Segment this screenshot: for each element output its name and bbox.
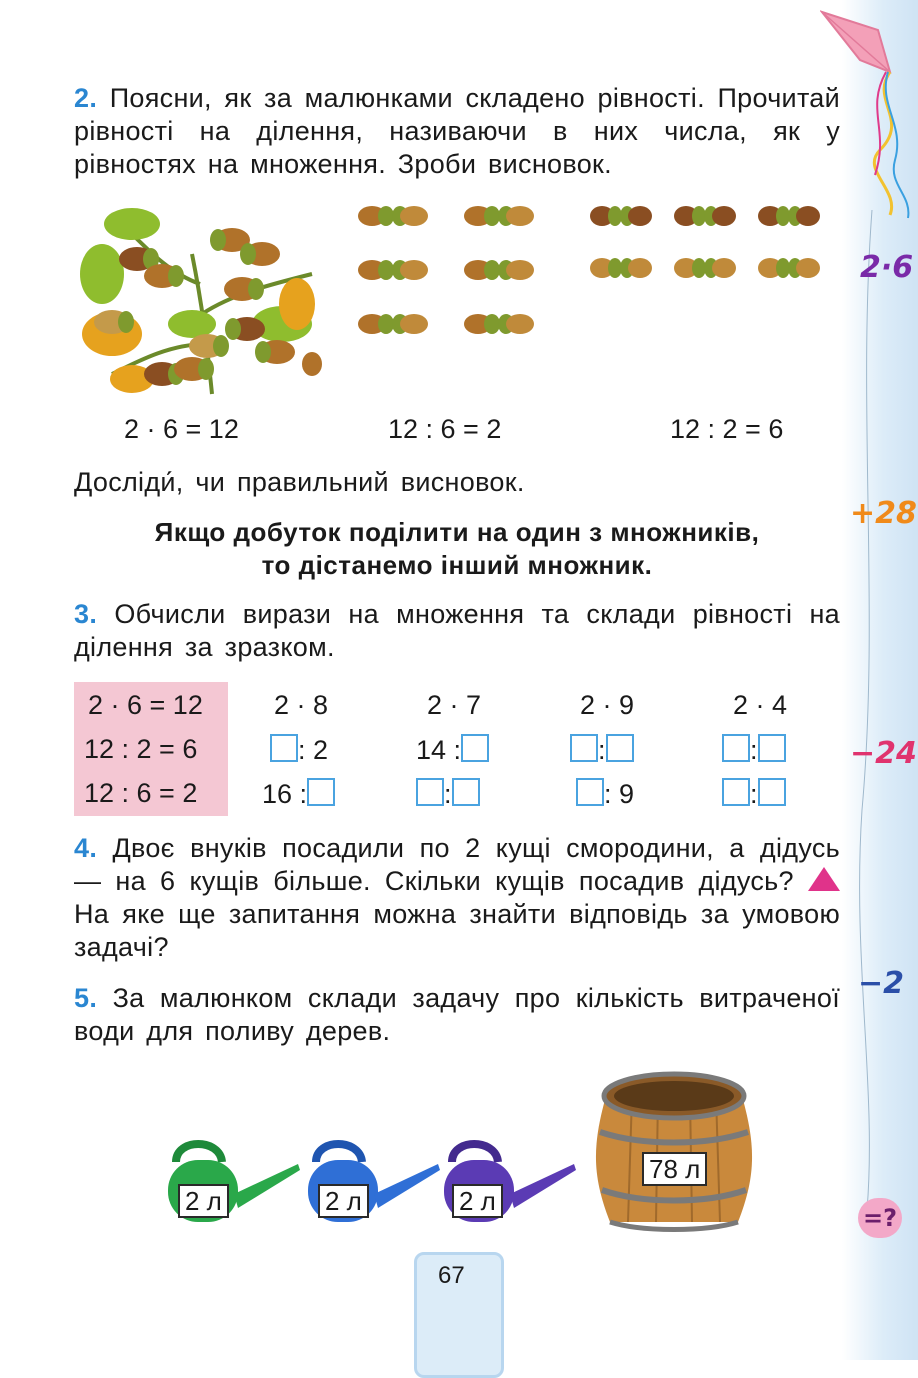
triangle-icon <box>808 867 840 891</box>
page-number: 67 <box>438 1262 465 1289</box>
task2-equation-3: 12 : 2 = 6 <box>670 414 784 444</box>
task4-text <box>74 832 840 964</box>
task3-number: 3. <box>74 599 98 629</box>
col4-row3: : <box>722 778 786 810</box>
rule-line-1: Якщо добуток поділити на один з множників, <box>154 517 760 547</box>
col3-row2: : <box>570 734 634 766</box>
task5-number: 5. <box>74 983 98 1013</box>
task2-text <box>74 82 840 181</box>
string-line <box>852 210 882 1210</box>
can-label-3: 2 л <box>452 1184 503 1218</box>
barrel-icon <box>592 1066 756 1234</box>
task5-body: За малюнком склади задачу про кількість витраченої води для поливу дерев. <box>74 983 840 1046</box>
task2-body: Поясни, як за малюнками складено рівності. Прочитай рівності на ділення, називаючи в них числа, як у рівностях на множення. Зроби висновок. <box>74 83 841 179</box>
side-tag-plus: +28 <box>850 496 917 531</box>
acorn-rows-illustration <box>588 200 840 290</box>
col4-row2: : <box>722 734 786 766</box>
col3-head: 2 · 9 <box>580 690 635 720</box>
col2-head: 2 · 7 <box>427 690 482 720</box>
col3-row3: : 9 <box>576 778 634 810</box>
can-label-1: 2 л <box>178 1184 229 1218</box>
oak-branch-illustration <box>72 194 322 400</box>
col1-row3: 16 : <box>262 778 335 810</box>
col2-row3: : <box>416 778 480 810</box>
can-label-2: 2 л <box>318 1184 369 1218</box>
rule-line-2: то дістанемо інший множник. <box>261 550 653 580</box>
col2-row2: 14 : <box>416 734 489 766</box>
task2-research: Досліди́, чи правильний висновок. <box>74 467 525 497</box>
barrel-label: 78 л <box>642 1152 707 1186</box>
task3-text <box>74 598 840 664</box>
side-tag-minus24: −24 <box>850 736 917 771</box>
side-tag-minus2: −2 <box>858 966 905 1001</box>
task4-number: 4. <box>74 833 98 863</box>
side-tag-question: =? <box>858 1198 902 1238</box>
answer-box[interactable] <box>461 734 489 762</box>
answer-box[interactable] <box>270 734 298 762</box>
task2-number: 2. <box>74 83 98 113</box>
col1-head: 2 · 8 <box>274 690 329 720</box>
answer-box[interactable] <box>416 778 444 806</box>
answer-box[interactable] <box>570 734 598 762</box>
sample-line-2: 12 : 2 = 6 <box>84 734 198 764</box>
task2-equation-1: 2 · 6 = 12 <box>124 414 239 444</box>
answer-box[interactable] <box>758 734 786 762</box>
side-tag-mult: 2·6 <box>860 250 914 285</box>
answer-box[interactable] <box>606 734 634 762</box>
acorn-pairs-illustration <box>356 200 546 350</box>
task5-text <box>74 982 840 1048</box>
answer-box[interactable] <box>452 778 480 806</box>
answer-box[interactable] <box>722 778 750 806</box>
task2-equation-2: 12 : 6 = 2 <box>388 414 502 444</box>
answer-box[interactable] <box>576 778 604 806</box>
col1-row2: : 2 <box>270 734 328 766</box>
task4-body-b: На яке ще запитання можна знайти відповідь за умовою задачі? <box>74 899 840 962</box>
col4-head: 2 · 4 <box>733 690 788 720</box>
task3-body: Обчисли вирази на множення та склади рівності на ділення за зразком. <box>74 599 841 662</box>
answer-box[interactable] <box>722 734 750 762</box>
sample-line-3: 12 : 6 = 2 <box>84 778 198 808</box>
task4-body-a: Двоє внуків посадили по 2 кущі смородини, а дідусь — на 6 кущів більше. Скільки кущів посадив дідусь? <box>74 833 840 896</box>
answer-box[interactable] <box>307 778 335 806</box>
sample-line-1: 2 · 6 = 12 <box>88 690 203 720</box>
answer-box[interactable] <box>758 778 786 806</box>
